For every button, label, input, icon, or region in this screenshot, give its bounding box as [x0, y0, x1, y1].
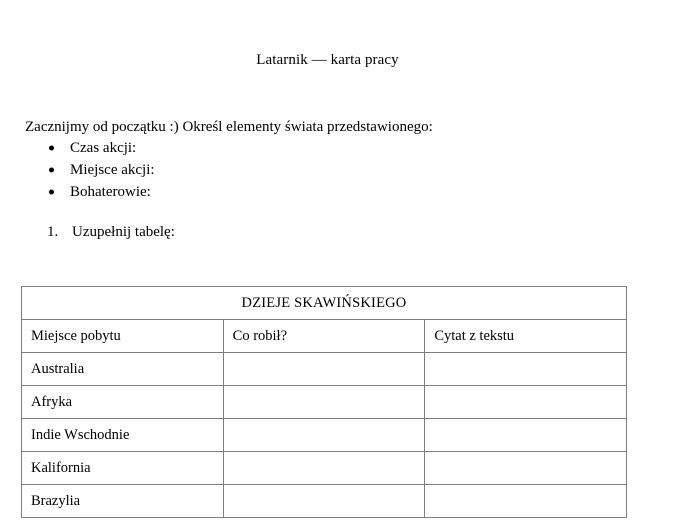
- intro-paragraph: Zacznijmy od początku :) Określ elementy świata przedstawionego:: [25, 119, 433, 135]
- bullet-icon: [49, 190, 54, 195]
- tasks-list: [25, 221, 175, 243]
- list-item: [25, 221, 175, 243]
- list-item-label: Miejsce akcji:: [70, 162, 155, 178]
- cell-quote[interactable]: [425, 452, 627, 485]
- list-item: [25, 159, 155, 181]
- list-number-marker: 1.: [47, 224, 59, 240]
- cell-quote[interactable]: [425, 386, 627, 419]
- list-item: [25, 137, 155, 159]
- cell-quote[interactable]: [425, 419, 627, 452]
- cell-quote[interactable]: [425, 353, 627, 386]
- cell-place: Afryka: [22, 386, 224, 419]
- table-caption: DZIEJE SKAWIŃSKIEGO: [22, 287, 627, 320]
- cell-place: Kalifornia: [22, 452, 224, 485]
- bullet-icon: [49, 168, 54, 173]
- page-title: Latarnik — karta pracy: [256, 52, 399, 68]
- table-row: [22, 419, 627, 452]
- cell-activity[interactable]: [223, 386, 425, 419]
- column-header-place: Miejsce pobytu: [22, 320, 224, 353]
- cell-quote[interactable]: [425, 485, 627, 518]
- cell-place: Indie Wschodnie: [22, 419, 224, 452]
- list-item-label: Czas akcji:: [70, 140, 137, 156]
- cell-activity[interactable]: [223, 419, 425, 452]
- column-header-activity: Co robił?: [223, 320, 425, 353]
- bullet-icon: [49, 146, 54, 151]
- table-row: [22, 353, 627, 386]
- column-header-quote: Cytat z tekstu: [425, 320, 627, 353]
- list-item-label: Bohaterowie:: [70, 184, 151, 200]
- table-header-row: [22, 320, 627, 353]
- table-row: [22, 452, 627, 485]
- cell-place: Brazylia: [22, 485, 224, 518]
- table-row: [22, 485, 627, 518]
- worksheet-table: [21, 286, 627, 518]
- table-caption-row: [22, 287, 627, 320]
- cell-activity[interactable]: [223, 452, 425, 485]
- cell-activity[interactable]: [223, 485, 425, 518]
- world-elements-list: [25, 137, 155, 203]
- list-item-label: Uzupełnij tabelę:: [72, 224, 175, 240]
- table-row: [22, 386, 627, 419]
- cell-place: Australia: [22, 353, 224, 386]
- list-item: [25, 181, 155, 203]
- cell-activity[interactable]: [223, 353, 425, 386]
